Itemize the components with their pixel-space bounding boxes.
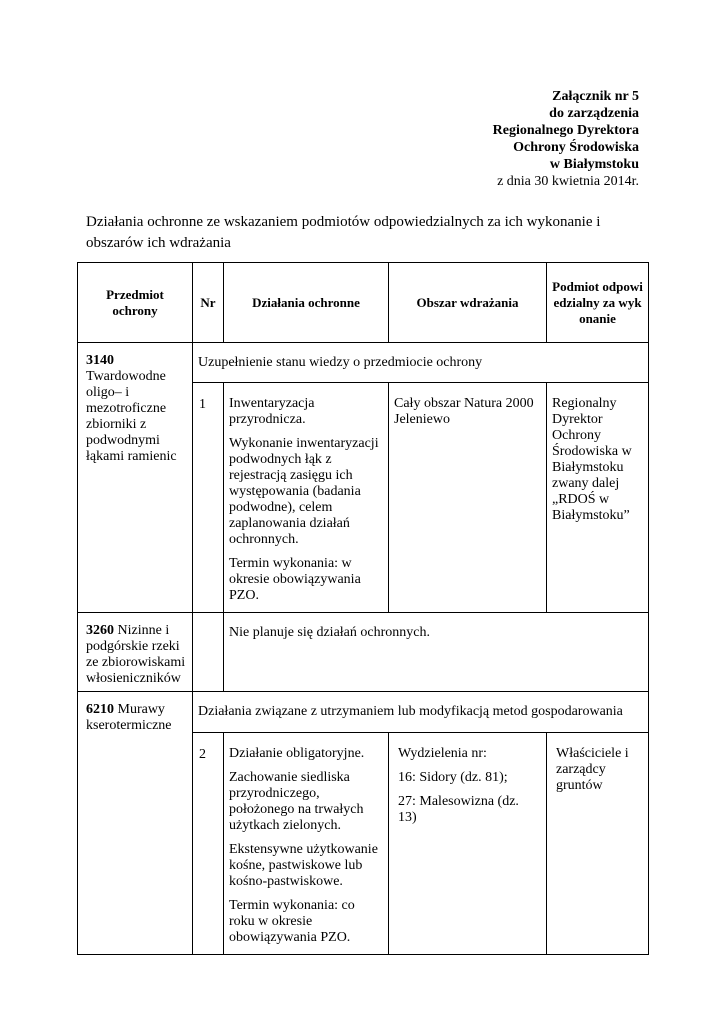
table-row [78, 692, 649, 733]
header-area: Obszar wdrażania [389, 263, 547, 343]
table-header-row [78, 263, 649, 343]
row-nr: 1 [193, 383, 224, 613]
action-text: Termin wykonania: co roku w okresie obowiązywania PZO. [229, 898, 355, 945]
header-entity: Podmiot odpowiedzialny za wykonanie [547, 263, 649, 343]
action-cell [224, 383, 389, 613]
subject-cell [78, 613, 193, 692]
table-row [78, 613, 649, 692]
subject-name: Murawy kserotermiczne [86, 702, 172, 733]
section-text: Nie planuje się działań ochronnych. [224, 613, 649, 692]
header-subject: Przedmiot ochrony [78, 263, 193, 343]
entity-cell: Regionalny Dyrektor Ochrony Środowiska w Białymstoku zwany dalej „RDOŚ w Białymstoku” [547, 383, 649, 613]
subject-code: 3140 [86, 353, 114, 368]
header-date: z dnia 30 kwietnia 2014r. [497, 174, 639, 189]
header-line-2: do zarządzenia [549, 106, 639, 121]
area-title: Wydzielenia nr: [398, 746, 487, 761]
header-line-4: Ochrony Środowiska [513, 140, 639, 155]
header-nr: Nr [193, 263, 224, 343]
area-cell: Cały obszar Natura 2000 Jeleniewo [389, 383, 547, 613]
header-line-3: Regionalnego Dyrektora [492, 123, 639, 138]
header-line-5: w Białymstoku [549, 157, 639, 172]
area-item: 16: Sidory (dz. 81); [398, 770, 508, 785]
header-actions: Działania ochronne [224, 263, 389, 343]
header-line-1: Załącznik nr 5 [552, 89, 639, 104]
area-cell [389, 733, 547, 955]
section-heading: Uzupełnienie stanu wiedzy o przedmiocie ochrony [193, 343, 649, 383]
subject-code: 6210 [86, 702, 114, 717]
action-text: Wykonanie inwentaryzacji podwodnych łąk z rejestracją zasięgu ich występowania (badania podwodne), celem zaplanowania działań ochronnych. [229, 436, 379, 547]
action-text: Zachowanie siedliska przyrodniczego, położonego na trwałych użytkach zielonych. [229, 770, 364, 833]
row-nr: 2 [193, 733, 224, 955]
actions-table [77, 262, 649, 955]
action-text: Działanie obligatoryjne. [229, 746, 365, 761]
section-heading: Działania związane z utrzymaniem lub modyfikacją metod gospodarowania [193, 692, 649, 733]
subject-code: 3260 [86, 623, 114, 638]
empty-nr-cell [193, 613, 224, 692]
subject-name: Nizinne i podgórskie rzeki ze zbiorowiskami włosieniczników [86, 623, 186, 686]
table-row [78, 343, 649, 383]
action-text: Inwentaryzacja przyrodnicza. [229, 396, 315, 427]
subject-name: Twardowodne oligo– i mezotroficzne zbiorniki z podwodnymi łąkami ramienic [86, 369, 177, 464]
action-text: Termin wykonania: w okresie obowiązywania PZO. [229, 556, 361, 603]
subject-cell [78, 692, 193, 955]
entity-cell: Właściciele i zarządcy gruntów [547, 733, 649, 955]
area-item: 27: Malesowizna (dz. 13) [398, 794, 519, 825]
intro-text: Działania ochronne ze wskazaniem podmiotów odpowiedzialnych za ich wykonanie i obszarów ich wdrażania [86, 214, 601, 251]
action-text: Ekstensywne użytkowanie kośne, pastwiskowe lub kośno-pastwiskowe. [229, 842, 378, 889]
action-cell [224, 733, 389, 955]
attachment-header [493, 88, 639, 190]
subject-cell [78, 343, 193, 613]
